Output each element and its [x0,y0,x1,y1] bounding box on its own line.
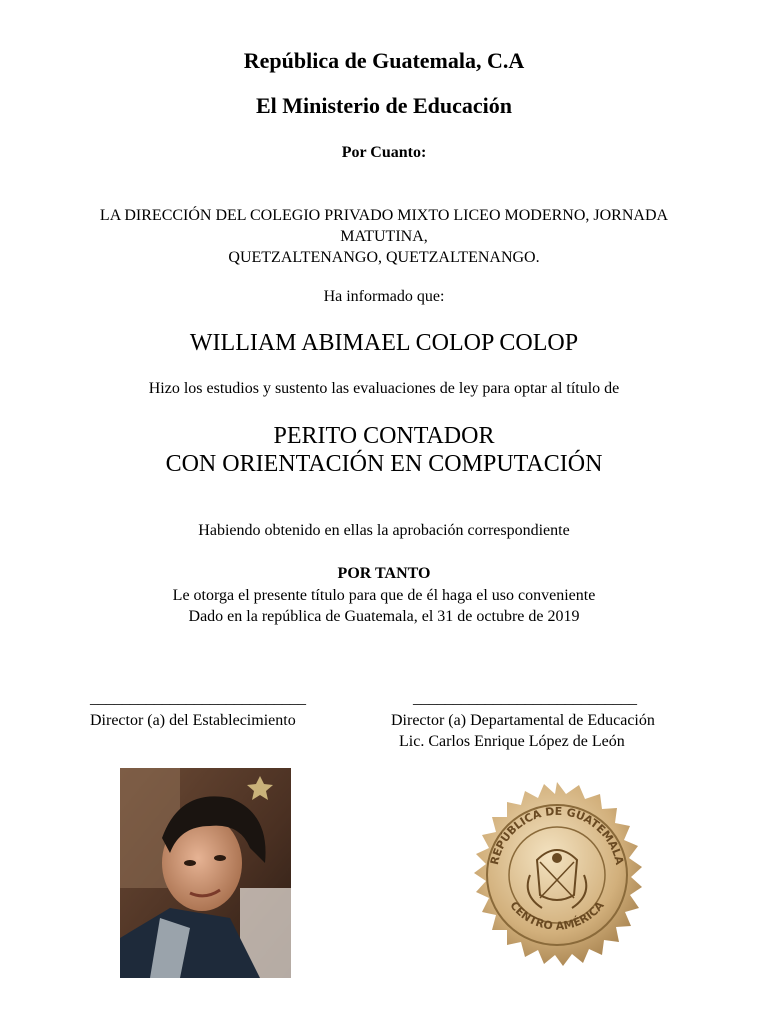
degree-line: PERITO CONTADOR [273,423,495,449]
ministry-title: El Ministerio de Educación [255,93,513,118]
por-tanto-heading: POR TANTO [337,565,431,582]
institution-line: MATUTINA, [340,228,428,245]
signature-line-left: ___________________________ [90,690,306,707]
degree-line: CON ORIENTACIÓN EN COMPUTACIÓN [165,451,603,477]
portrait-image [120,768,291,978]
signature-label-left: Director (a) del Establecimiento [90,712,296,729]
seal-icon [462,780,652,970]
informado-text: Ha informado que: [323,288,445,305]
signature-line-right: ____________________________ [413,690,637,707]
seal-text-top: REPÚBLICA DE GUATEMALA [487,804,627,867]
student-name: WILLIAM ABIMAEL COLOP COLOP [189,330,579,356]
institution-line: QUETZALTENANGO, QUETZALTENANGO. [228,249,540,266]
institution-block [40,205,728,268]
approval-statement: Habiendo obtenido en ellas la aprobación correspondiente [198,522,570,539]
grant-block [0,585,768,627]
studies-statement: Hizo los estudios y sustento las evaluaciones de ley para optar al título de [148,380,620,397]
student-photo [120,768,291,978]
date-line: Dado en la república de Guatemala, el 31 de octubre de 2019 [188,608,580,625]
signature-label-right: Director (a) Departamental de Educación [391,712,655,729]
grant-line: Le otorga el presente título para que de él haga el uso conveniente [172,587,596,604]
degree-title [0,422,768,478]
official-seal [462,780,652,970]
por-cuanto-heading: Por Cuanto: [341,144,427,161]
institution-line: LA DIRECCIÓN DEL COLEGIO PRIVADO MIXTO LICEO MODERNO, JORNADA [99,207,669,224]
document-title: República de Guatemala, C.A [243,48,525,73]
seal-text-bottom: CENTRO AMÉRICA [507,898,607,933]
signature-name-right: Lic. Carlos Enrique López de León [399,733,625,750]
